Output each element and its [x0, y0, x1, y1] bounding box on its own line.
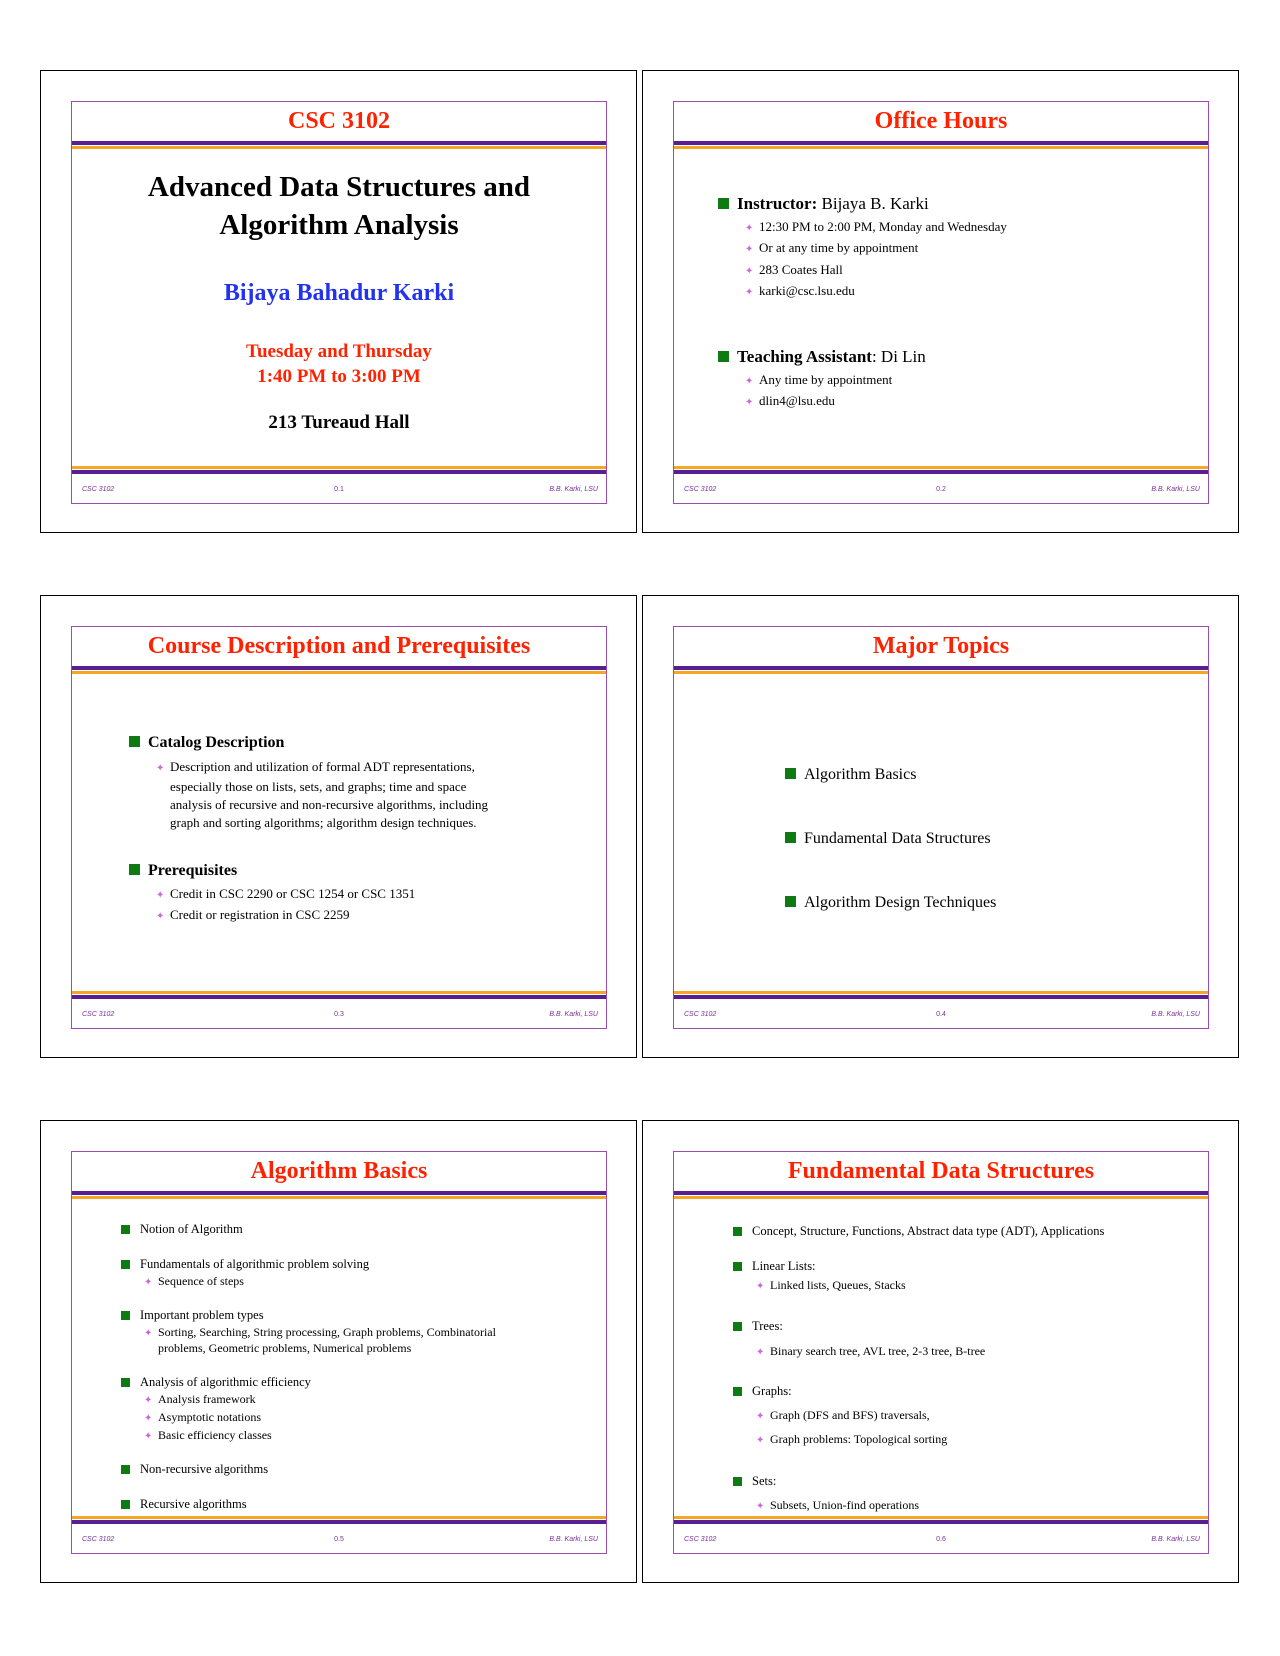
prereq-bullet [129, 862, 237, 880]
main-title-line-1: Advanced Data Structures and [147, 171, 531, 203]
catalog-bullet [129, 734, 284, 752]
list-item: ✦ Binary search tree, AVL tree, 2-3 tree, B-tree [756, 1344, 986, 1358]
list-item: ✦ Linked lists, Queues, Stacks [756, 1278, 906, 1292]
footer-author: B.B. Karki, LSU [549, 486, 598, 493]
list-item: ✦ Basic efficiency classes [144, 1428, 272, 1442]
square-bullet-icon [121, 1260, 130, 1269]
square-bullet-icon [121, 1378, 130, 1387]
instructor-bullet [718, 194, 929, 214]
footer-divider [674, 1520, 1208, 1524]
location: 213 Tureaud Hall [268, 412, 410, 433]
star-bullet-icon: ✦ [756, 1411, 765, 1422]
title-divider-accent [674, 1196, 1208, 1199]
slide-title: Office Hours [874, 108, 1008, 134]
title-divider [674, 141, 1208, 145]
slide-frame-4 [642, 595, 1239, 1058]
star-bullet-icon: ✦ [756, 1347, 765, 1358]
footer-page-number: 0.6 [936, 1536, 946, 1543]
footer-author: B.B. Karki, LSU [549, 1536, 598, 1543]
schedule-days: Tuesday and Thursday [246, 341, 432, 362]
slide-footer [72, 486, 606, 498]
footer-page-number: 0.1 [334, 486, 344, 493]
title-divider [674, 666, 1208, 670]
star-bullet-icon: ✦ [156, 763, 165, 774]
list-item: Algorithm Design Techniques [785, 894, 996, 912]
slide-3 [71, 626, 607, 1029]
square-bullet-icon [733, 1262, 742, 1271]
square-bullet-icon [733, 1387, 742, 1396]
title-divider-accent [72, 671, 606, 674]
footer-divider-accent [72, 466, 606, 469]
ta-bullet [718, 347, 926, 367]
instructor-label: Instructor: [737, 194, 818, 213]
list-item: ✦ Asymptotic notations [144, 1410, 261, 1424]
slide-1 [71, 101, 607, 504]
title-divider-accent [72, 1196, 606, 1199]
star-bullet-icon: ✦ [745, 287, 754, 298]
list-item: ✦ 283 Coates Hall [745, 262, 843, 277]
star-bullet-icon: ✦ [144, 1328, 153, 1339]
title-divider [72, 141, 606, 145]
list-item: ✦ Sorting, Searching, String processing, Graph problems, Combinatorial problems, Geometric problems, Numerical problems [144, 1325, 496, 1355]
footer-divider [72, 995, 606, 999]
footer-divider-accent [72, 1516, 606, 1519]
slide-frame-3 [40, 595, 637, 1058]
catalog-label: Catalog Description [148, 734, 285, 751]
list-item: ✦ Credit or registration in CSC 2259 [156, 907, 350, 922]
list-item: ✦ Any time by appointment [745, 372, 893, 387]
footer-page-number: 0.4 [936, 1011, 946, 1018]
square-bullet-icon [733, 1477, 742, 1486]
title-divider [72, 666, 606, 670]
list-item: Graphs: [733, 1384, 792, 1399]
ta-label: Teaching Assistant [737, 347, 872, 366]
square-bullet-icon [785, 768, 796, 779]
slide-5 [71, 1151, 607, 1554]
square-bullet-icon [785, 832, 796, 843]
catalog-text: ✦ Description and utilization of formal ADT representations, especially those on lists, sets, and graphs; time and space analysis of recursive and non-recursive algorithms, including graph and sorting algorithms; algorithm design techniques. [156, 759, 489, 830]
footer-divider [72, 1520, 606, 1524]
title-divider-accent [72, 146, 606, 149]
star-bullet-icon: ✦ [756, 1501, 765, 1512]
star-bullet-icon: ✦ [144, 1431, 153, 1442]
star-bullet-icon: ✦ [156, 890, 165, 901]
slide-footer [72, 1011, 606, 1023]
list-item: ✦ Sequence of steps [144, 1274, 244, 1288]
list-item: ✦ Or at any time by appointment [745, 240, 919, 255]
list-item: ✦ Graph problems: Topological sorting [756, 1432, 948, 1446]
slide-frame-5 [40, 1120, 637, 1583]
slide-title: Course Description and Prerequisites [147, 633, 531, 659]
list-item: ✦ 12:30 PM to 2:00 PM, Monday and Wednesday [745, 219, 1007, 234]
slide-footer [674, 1011, 1208, 1023]
schedule-time: 1:40 PM to 3:00 PM [257, 366, 421, 387]
list-item: Trees: [733, 1319, 783, 1334]
slide-frame-2 [642, 70, 1239, 533]
list-item: ✦ dlin4@lsu.edu [745, 393, 835, 408]
list-item: Concept, Structure, Functions, Abstract data type (ADT), Applications [733, 1224, 1104, 1239]
main-title-line-2: Algorithm Analysis [219, 209, 459, 241]
list-item: ✦ karki@csc.lsu.edu [745, 283, 855, 298]
list-item: ✦ Credit in CSC 2290 or CSC 1254 or CSC 1351 [156, 886, 416, 901]
footer-page-number: 0.3 [334, 1011, 344, 1018]
footer-course: CSC 3102 [684, 1011, 717, 1018]
instructor-name: Bijaya B. Karki [817, 194, 929, 213]
square-bullet-icon [121, 1225, 130, 1234]
author-name: Bijaya Bahadur Karki [223, 280, 455, 306]
square-bullet-icon [718, 198, 729, 209]
slide-footer [674, 1536, 1208, 1548]
slide-footer [674, 486, 1208, 498]
footer-author: B.B. Karki, LSU [1151, 1011, 1200, 1018]
slide-4 [673, 626, 1209, 1029]
star-bullet-icon: ✦ [144, 1277, 153, 1288]
slide-2 [673, 101, 1209, 504]
square-bullet-icon [121, 1311, 130, 1320]
star-bullet-icon: ✦ [745, 376, 754, 387]
square-bullet-icon [733, 1322, 742, 1331]
slide-title: CSC 3102 [287, 108, 390, 134]
square-bullet-icon [121, 1465, 130, 1474]
title-divider [674, 1191, 1208, 1195]
footer-divider-accent [674, 466, 1208, 469]
slide-frame-6 [642, 1120, 1239, 1583]
title-divider-accent [674, 671, 1208, 674]
slide-frame-1 [40, 70, 637, 533]
list-item: Important problem types [121, 1308, 264, 1323]
star-bullet-icon: ✦ [745, 244, 754, 255]
slide-footer [72, 1536, 606, 1548]
footer-page-number: 0.2 [936, 486, 946, 493]
footer-divider [72, 470, 606, 474]
square-bullet-icon [129, 736, 140, 747]
title-divider [72, 1191, 606, 1195]
star-bullet-icon: ✦ [144, 1395, 153, 1406]
list-item: Notion of Algorithm [121, 1222, 243, 1237]
star-bullet-icon: ✦ [156, 911, 165, 922]
footer-course: CSC 3102 [684, 1536, 717, 1543]
footer-divider [674, 995, 1208, 999]
slide-title: Fundamental Data Structures [787, 1158, 1095, 1184]
slide-6 [673, 1151, 1209, 1554]
list-item: Sets: [733, 1474, 776, 1489]
star-bullet-icon: ✦ [745, 266, 754, 277]
footer-page-number: 0.5 [334, 1536, 344, 1543]
star-bullet-icon: ✦ [745, 223, 754, 234]
square-bullet-icon [129, 864, 140, 875]
ta-name: : Di Lin [871, 347, 926, 366]
list-item: Fundamental Data Structures [785, 830, 991, 848]
footer-author: B.B. Karki, LSU [1151, 1536, 1200, 1543]
footer-divider [674, 470, 1208, 474]
star-bullet-icon: ✦ [756, 1281, 765, 1292]
footer-course: CSC 3102 [684, 486, 717, 493]
square-bullet-icon [718, 351, 729, 362]
footer-divider-accent [72, 991, 606, 994]
slide-title: Algorithm Basics [250, 1158, 428, 1184]
list-item: Non-recursive algorithms [121, 1462, 268, 1477]
title-divider-accent [674, 146, 1208, 149]
list-item: Analysis of algorithmic efficiency [121, 1375, 311, 1390]
list-item: ✦ Graph (DFS and BFS) traversals, [756, 1408, 930, 1422]
square-bullet-icon [785, 896, 796, 907]
star-bullet-icon: ✦ [144, 1413, 153, 1424]
list-item: ✦ Analysis framework [144, 1392, 256, 1406]
square-bullet-icon [121, 1500, 130, 1509]
footer-author: B.B. Karki, LSU [549, 1011, 598, 1018]
slide-title: Major Topics [872, 633, 1010, 659]
list-item: Algorithm Basics [785, 766, 916, 784]
list-item: ✦ Subsets, Union-find operations [756, 1498, 919, 1512]
footer-course: CSC 3102 [82, 486, 115, 493]
star-bullet-icon: ✦ [745, 397, 754, 408]
list-item: Linear Lists: [733, 1259, 816, 1274]
prereq-label: Prerequisites [148, 862, 238, 879]
list-item: Recursive algorithms [121, 1497, 247, 1512]
star-bullet-icon: ✦ [756, 1435, 765, 1446]
footer-author: B.B. Karki, LSU [1151, 486, 1200, 493]
square-bullet-icon [733, 1227, 742, 1236]
list-item: Fundamentals of algorithmic problem solving [121, 1257, 369, 1272]
footer-course: CSC 3102 [82, 1011, 115, 1018]
footer-divider-accent [674, 1516, 1208, 1519]
footer-course: CSC 3102 [82, 1536, 115, 1543]
footer-divider-accent [674, 991, 1208, 994]
